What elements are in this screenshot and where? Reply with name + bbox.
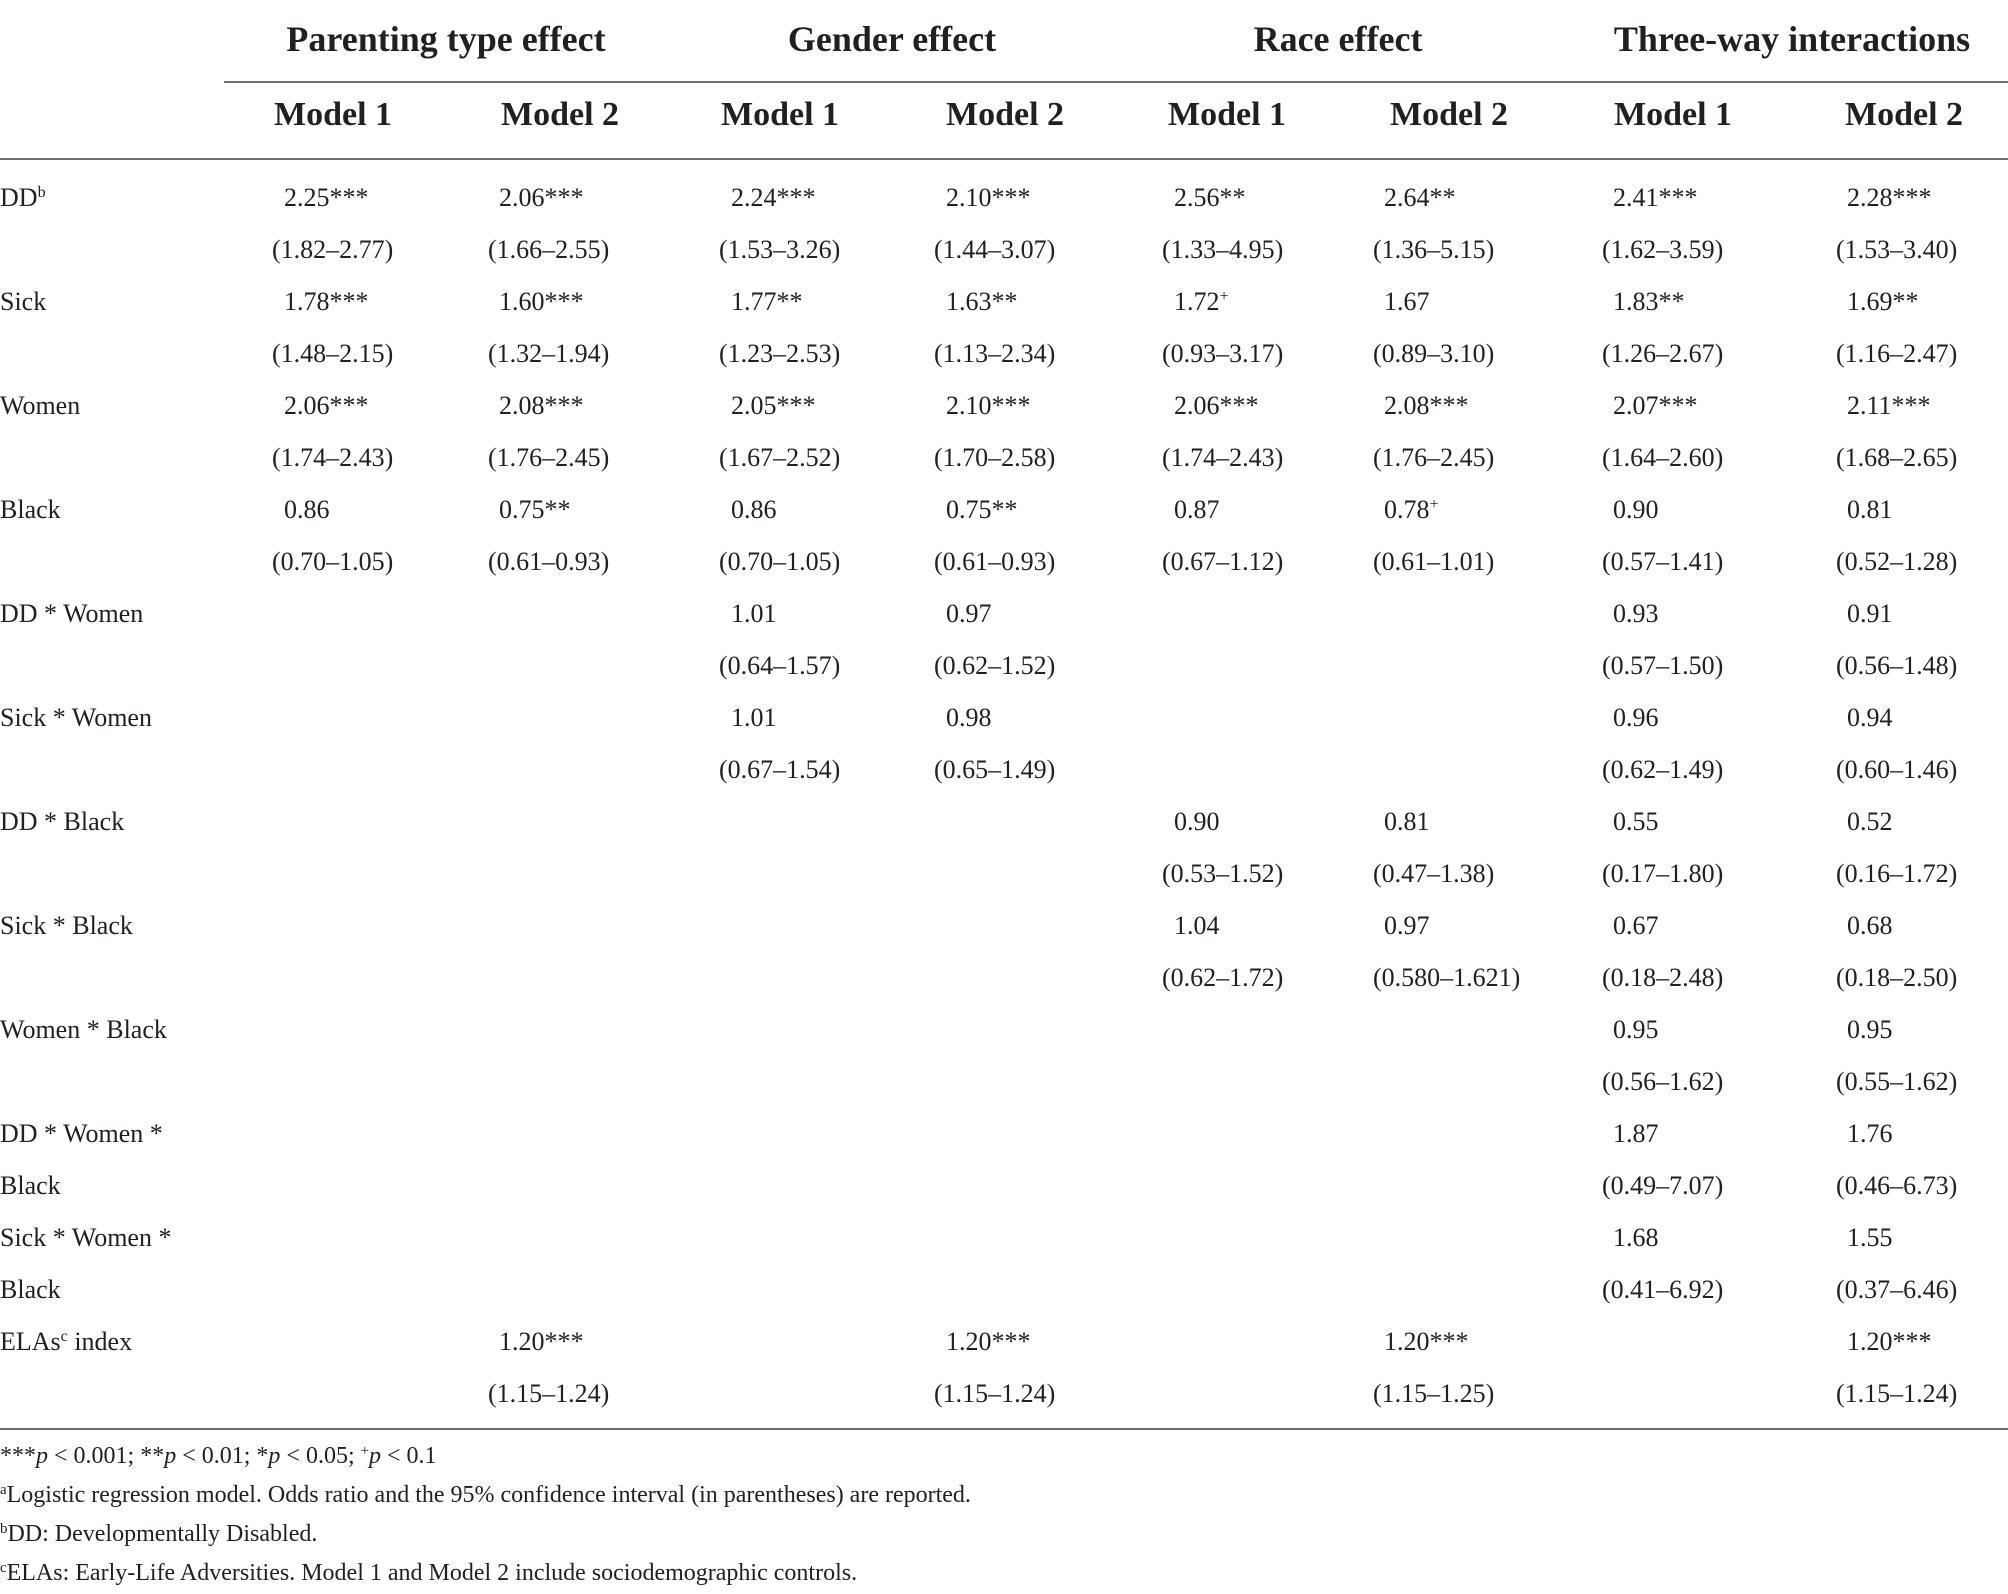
- estimate: [1847, 807, 1893, 837]
- estimate: [731, 599, 777, 629]
- estimate-value: 0.81: [1847, 495, 1893, 524]
- estimate-value: 0.95: [1613, 1015, 1659, 1044]
- confidence-interval: (1.68–2.65): [1836, 443, 1958, 472]
- confidence-interval: (0.61–0.93): [934, 547, 1056, 576]
- estimate: [946, 703, 992, 733]
- estimate-value: 2.10: [946, 183, 992, 212]
- confidence-interval: (1.13–2.34): [934, 339, 1056, 368]
- text-run: DD * Black: [0, 807, 125, 836]
- estimate-value: 2.41: [1613, 183, 1659, 212]
- estimate-value: 1.69: [1847, 287, 1893, 316]
- estimate-value: 2.11: [1847, 391, 1892, 420]
- confidence-interval: (1.36–5.15): [1373, 235, 1495, 264]
- model-header: Model 1: [720, 96, 840, 133]
- estimate: [1613, 1015, 1659, 1045]
- row-label: [0, 703, 152, 733]
- confidence-interval: (0.57–1.50): [1602, 651, 1724, 680]
- confidence-interval: (0.93–3.17): [1162, 339, 1284, 368]
- footnote: [0, 1521, 317, 1548]
- text-run: Sick: [0, 287, 47, 316]
- model-header: Model 2: [1389, 96, 1509, 133]
- confidence-interval: (0.18–2.50): [1836, 963, 1958, 992]
- confidence-interval: (0.70–1.05): [272, 547, 394, 576]
- estimate: [1613, 599, 1659, 629]
- confidence-interval: (0.55–1.62): [1836, 1067, 1958, 1096]
- superscript: c: [0, 1559, 7, 1576]
- estimate: [1384, 495, 1439, 525]
- confidence-interval: (0.52–1.28): [1836, 547, 1958, 576]
- significance-stars: ***: [991, 183, 1031, 212]
- confidence-interval: (0.16–1.72): [1836, 859, 1958, 888]
- column-group-header: Three-way interactions: [1613, 19, 1971, 59]
- estimate-value: 1.55: [1847, 1223, 1893, 1252]
- row-label: [0, 1327, 132, 1357]
- estimate: [946, 495, 1018, 525]
- model-header: Model 1: [273, 96, 393, 133]
- estimate: [1613, 1119, 1659, 1149]
- estimate-value: 1.87: [1613, 1119, 1659, 1148]
- significance-stars: **: [991, 495, 1018, 524]
- estimate: [1613, 287, 1685, 317]
- confidence-interval: (1.26–2.67): [1602, 339, 1724, 368]
- confidence-interval: (0.67–1.54): [719, 755, 841, 784]
- estimate: [1384, 911, 1430, 941]
- estimate-value: 1.68: [1613, 1223, 1659, 1252]
- footnote: [0, 1560, 857, 1587]
- estimate-value: 1.20: [1847, 1327, 1893, 1356]
- confidence-interval: (0.37–6.46): [1836, 1275, 1958, 1304]
- text-run: Women * Black: [0, 1015, 167, 1044]
- estimate: [1847, 495, 1893, 525]
- estimate: [731, 495, 777, 525]
- estimate: [1613, 911, 1659, 941]
- confidence-interval: (1.33–4.95): [1162, 235, 1284, 264]
- significance-stars: ***: [544, 391, 584, 420]
- confidence-interval: (1.66–2.55): [488, 235, 610, 264]
- superscript: b: [37, 184, 46, 202]
- row-label: [0, 287, 46, 317]
- estimate-value: 1.67: [1384, 287, 1430, 316]
- estimate-value: 2.64: [1384, 183, 1430, 212]
- estimate: [1384, 807, 1430, 837]
- column-group-header: Parenting type effect: [286, 19, 606, 59]
- row-label: [0, 599, 143, 629]
- estimate-value: 1.63: [946, 287, 992, 316]
- text-run: < 0.05;: [280, 1443, 361, 1469]
- estimate: [1847, 599, 1893, 629]
- estimate-value: 1.04: [1174, 911, 1220, 940]
- estimate-value: 2.56: [1174, 183, 1220, 212]
- row-label-continuation: Black: [0, 1275, 61, 1304]
- confidence-interval: (0.89–3.10): [1373, 339, 1495, 368]
- estimate: [946, 287, 1018, 317]
- estimate-value: 0.81: [1384, 807, 1430, 836]
- top-rule: [0, 158, 2008, 160]
- confidence-interval: (1.70–2.58): [934, 443, 1056, 472]
- significance-stars: **: [776, 287, 803, 316]
- estimate: [1384, 391, 1469, 421]
- estimate-value: 2.25: [284, 183, 330, 212]
- estimate: [1613, 703, 1659, 733]
- estimate: [946, 1327, 1031, 1357]
- estimate-value: 0.94: [1847, 703, 1893, 732]
- estimate-value: 0.78: [1384, 495, 1430, 524]
- text-run: Sick * Women: [0, 703, 152, 732]
- estimate-value: 2.05: [731, 391, 777, 420]
- estimate: [1847, 1327, 1932, 1357]
- estimate-value: 0.90: [1613, 495, 1659, 524]
- estimate: [731, 391, 816, 421]
- text-run: DD: Developmentally Disabled.: [7, 1521, 318, 1547]
- confidence-interval: (0.62–1.52): [934, 651, 1056, 680]
- confidence-interval: (1.64–2.60): [1602, 443, 1724, 472]
- estimate: [499, 1327, 584, 1357]
- estimate-value: 0.52: [1847, 807, 1893, 836]
- text-run: ELAs: Early-Life Adversities. Model 1 and Model 2 include sociodemographic controls.: [6, 1560, 858, 1586]
- estimate: [731, 287, 803, 317]
- estimate-value: 0.98: [946, 703, 992, 732]
- estimate-value: 1.76: [1847, 1119, 1893, 1148]
- estimate: [946, 391, 1031, 421]
- estimate: [1847, 1119, 1893, 1149]
- model-header: Model 1: [1167, 96, 1287, 133]
- estimate: [499, 287, 584, 317]
- significance-stars: ***: [776, 391, 816, 420]
- row-label: [0, 183, 46, 213]
- estimate: [1174, 287, 1229, 317]
- confidence-interval: (1.23–2.53): [719, 339, 841, 368]
- confidence-interval: (1.44–3.07): [934, 235, 1056, 264]
- estimate-value: 1.72: [1174, 287, 1220, 316]
- bottom-rule: [0, 1428, 2008, 1430]
- significance-mark: +: [1219, 288, 1229, 306]
- significance-stars: ***: [1891, 391, 1931, 420]
- estimate-value: 0.75: [946, 495, 992, 524]
- confidence-interval: (0.49–7.07): [1602, 1171, 1724, 1200]
- confidence-interval: (0.60–1.46): [1836, 755, 1958, 784]
- model-header: Model 2: [945, 96, 1065, 133]
- estimate-value: 1.20: [946, 1327, 992, 1356]
- estimate-value: 0.86: [731, 495, 777, 524]
- row-label: [0, 911, 133, 941]
- estimate-value: 2.06: [1174, 391, 1220, 420]
- significance-stars: **: [1429, 183, 1456, 212]
- significance-stars: ***: [991, 391, 1031, 420]
- confidence-interval: (1.15–1.24): [1836, 1379, 1958, 1408]
- row-label: [0, 1015, 167, 1045]
- italic-text: p: [268, 1443, 281, 1469]
- estimate: [1613, 495, 1659, 525]
- confidence-interval: (0.62–1.49): [1602, 755, 1724, 784]
- column-group-header: Race effect: [1253, 19, 1423, 59]
- significance-stars: ***: [329, 287, 369, 316]
- text-run: Women: [0, 391, 81, 420]
- significance-stars: ***: [1219, 391, 1259, 420]
- estimate: [1613, 391, 1698, 421]
- estimate-value: 2.10: [946, 391, 992, 420]
- estimate: [731, 703, 777, 733]
- significance-stars: ***: [544, 1327, 584, 1356]
- estimate-value: 2.06: [499, 183, 545, 212]
- significance-stars: ***: [329, 183, 369, 212]
- estimate-value: 0.55: [1613, 807, 1659, 836]
- model-header: Model 1: [1613, 96, 1733, 133]
- estimate: [1174, 807, 1220, 837]
- text-run: Sick * Women *: [0, 1223, 172, 1252]
- estimate: [284, 495, 330, 525]
- confidence-interval: (0.70–1.05): [719, 547, 841, 576]
- confidence-interval: (0.56–1.48): [1836, 651, 1958, 680]
- text-run: < 0.01; *: [176, 1443, 269, 1469]
- row-label-continuation: Black: [0, 1171, 61, 1200]
- significance-stars: **: [544, 495, 571, 524]
- text-run: Logistic regression model. Odds ratio and the 95% confidence interval (in parentheses) are reported.: [6, 1482, 971, 1508]
- estimate-value: 0.97: [1384, 911, 1430, 940]
- estimate: [1174, 911, 1220, 941]
- significance-stars: ***: [1429, 391, 1469, 420]
- estimate-value: 0.75: [499, 495, 545, 524]
- column-group-header: Gender effect: [787, 19, 997, 59]
- superscript: +: [360, 1442, 369, 1459]
- model-header: Model 2: [500, 96, 620, 133]
- significance-stars: **: [1219, 183, 1246, 212]
- estimate-value: 1.20: [499, 1327, 545, 1356]
- superscript: b: [0, 1520, 8, 1537]
- estimate-value: 0.93: [1613, 599, 1659, 628]
- italic-text: p: [164, 1443, 177, 1469]
- row-label: [0, 495, 61, 525]
- estimate: [1174, 391, 1259, 421]
- estimate: [1613, 1223, 1659, 1253]
- row-label: [0, 807, 124, 837]
- estimate: [499, 183, 584, 213]
- text-run: DD: [0, 183, 38, 212]
- estimate: [1847, 287, 1919, 317]
- confidence-interval: (1.32–1.94): [488, 339, 610, 368]
- confidence-interval: (1.53–3.26): [719, 235, 841, 264]
- estimate-value: 0.97: [946, 599, 992, 628]
- significance-stars: ***: [776, 183, 816, 212]
- confidence-interval: (1.15–1.24): [934, 1379, 1056, 1408]
- header-rule: [224, 81, 2008, 83]
- estimate: [1847, 703, 1893, 733]
- confidence-interval: (0.64–1.57): [719, 651, 841, 680]
- estimate: [284, 287, 369, 317]
- estimate: [499, 391, 584, 421]
- estimate: [499, 495, 571, 525]
- estimate-value: 2.06: [284, 391, 330, 420]
- significance-stars: ***: [991, 1327, 1031, 1356]
- significance-stars: ***: [329, 391, 369, 420]
- superscript: c: [60, 1328, 68, 1346]
- significance-stars: ***: [1429, 1327, 1469, 1356]
- estimate-value: 2.08: [1384, 391, 1430, 420]
- confidence-interval: (0.62–1.72): [1162, 963, 1284, 992]
- estimate-value: 0.95: [1847, 1015, 1893, 1044]
- footnote: [0, 1482, 971, 1509]
- estimate-value: 1.78: [284, 287, 330, 316]
- text-run: < 0.001; **: [48, 1443, 165, 1469]
- estimate-value: 0.96: [1613, 703, 1659, 732]
- confidence-interval: (0.57–1.41): [1602, 547, 1724, 576]
- significance-stars: **: [1892, 287, 1919, 316]
- significance-stars: ***: [544, 287, 584, 316]
- confidence-interval: (1.82–2.77): [272, 235, 394, 264]
- significance-stars: **: [1658, 287, 1685, 316]
- italic-text: p: [36, 1443, 48, 1469]
- row-label: [0, 1223, 171, 1253]
- row-label: [0, 391, 80, 421]
- confidence-interval: (0.61–0.93): [488, 547, 610, 576]
- estimate-value: 2.08: [499, 391, 545, 420]
- estimate-value: 0.68: [1847, 911, 1893, 940]
- text-run: ***: [0, 1443, 36, 1469]
- model-header: Model 2: [1844, 96, 1964, 133]
- significance-stars: ***: [1658, 183, 1698, 212]
- significance-stars: ***: [544, 183, 584, 212]
- estimate: [1847, 391, 1931, 421]
- estimate-value: 1.60: [499, 287, 545, 316]
- estimate: [1384, 287, 1430, 317]
- confidence-interval: (1.74–2.43): [272, 443, 394, 472]
- confidence-interval: (1.62–3.59): [1602, 235, 1724, 264]
- confidence-interval: (1.74–2.43): [1162, 443, 1284, 472]
- text-run: index: [67, 1327, 133, 1356]
- estimate: [284, 183, 369, 213]
- estimate-value: 1.01: [731, 599, 777, 628]
- estimate: [284, 391, 369, 421]
- estimate: [1847, 1015, 1893, 1045]
- estimate: [1384, 183, 1456, 213]
- estimate-value: 1.83: [1613, 287, 1659, 316]
- confidence-interval: (0.41–6.92): [1602, 1275, 1724, 1304]
- estimate-value: 1.01: [731, 703, 777, 732]
- significance-stars: ***: [1892, 1327, 1932, 1356]
- text-run: Sick * Black: [0, 911, 133, 940]
- estimate: [1847, 911, 1893, 941]
- confidence-interval: (1.53–3.40): [1836, 235, 1958, 264]
- estimate: [1613, 807, 1659, 837]
- estimate: [1384, 1327, 1469, 1357]
- estimate: [946, 599, 992, 629]
- estimate: [1613, 183, 1698, 213]
- estimate: [946, 183, 1031, 213]
- confidence-interval: (0.17–1.80): [1602, 859, 1724, 888]
- confidence-interval: (0.67–1.12): [1162, 547, 1284, 576]
- confidence-interval: (0.53–1.52): [1162, 859, 1284, 888]
- text-run: DD * Women *: [0, 1119, 163, 1148]
- estimate-value: 0.91: [1847, 599, 1893, 628]
- text-run: ELAs: [0, 1327, 61, 1356]
- estimate-value: 1.20: [1384, 1327, 1430, 1356]
- confidence-interval: (1.16–2.47): [1836, 339, 1958, 368]
- estimate-value: 0.86: [284, 495, 330, 524]
- significance-stars: ***: [1658, 391, 1698, 420]
- estimate-value: 0.87: [1174, 495, 1220, 524]
- text-run: DD * Women: [0, 599, 144, 628]
- confidence-interval: (1.48–2.15): [272, 339, 394, 368]
- confidence-interval: (0.47–1.38): [1373, 859, 1495, 888]
- confidence-interval: (0.18–2.48): [1602, 963, 1724, 992]
- confidence-interval: (0.61–1.01): [1373, 547, 1495, 576]
- footnote: [0, 1443, 437, 1470]
- significance-mark: +: [1429, 496, 1439, 514]
- superscript: a: [0, 1481, 7, 1498]
- estimate: [1847, 1223, 1893, 1253]
- significance-stars: ***: [1892, 183, 1932, 212]
- estimate: [1847, 183, 1932, 213]
- estimate-value: 0.90: [1174, 807, 1220, 836]
- estimate-value: 2.24: [731, 183, 777, 212]
- text-run: Black: [0, 495, 61, 524]
- estimate: [1174, 495, 1220, 525]
- confidence-interval: (1.15–1.25): [1373, 1379, 1495, 1408]
- confidence-interval: (1.76–2.45): [1373, 443, 1495, 472]
- confidence-interval: (0.580–1.621): [1373, 963, 1521, 992]
- confidence-interval: (1.67–2.52): [719, 443, 841, 472]
- estimate-value: 1.77: [731, 287, 777, 316]
- confidence-interval: (0.46–6.73): [1836, 1171, 1958, 1200]
- confidence-interval: (1.76–2.45): [488, 443, 610, 472]
- confidence-interval: (0.56–1.62): [1602, 1067, 1724, 1096]
- estimate-value: 0.67: [1613, 911, 1659, 940]
- estimate-value: 2.28: [1847, 183, 1893, 212]
- text-run: < 0.1: [381, 1443, 437, 1469]
- italic-text: p: [369, 1443, 381, 1469]
- estimate: [1174, 183, 1246, 213]
- confidence-interval: (1.15–1.24): [488, 1379, 610, 1408]
- estimate: [731, 183, 816, 213]
- estimate-value: 2.07: [1613, 391, 1659, 420]
- confidence-interval: (0.65–1.49): [934, 755, 1056, 784]
- row-label: [0, 1119, 163, 1149]
- significance-stars: **: [991, 287, 1018, 316]
